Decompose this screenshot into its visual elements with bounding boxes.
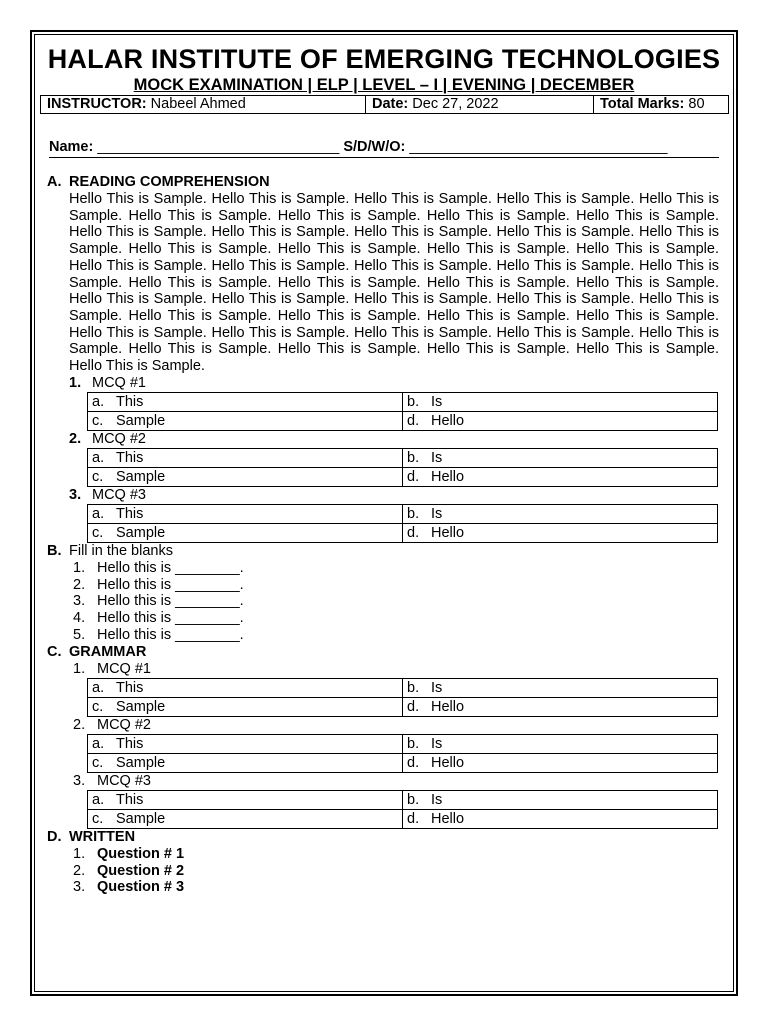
option-text: Sample bbox=[116, 412, 166, 429]
option-text: This bbox=[116, 791, 144, 808]
reading-passage: Hello This is Sample. Hello This is Sample. Hello This is Sample. Hello This is Sample. Hello This is Sample. Hello This is Sample. Hello This is Sample. Hello This is Sample. Hello This is Sample. Hello This is Sample. Hello This is Sample. Hello This is Sample. Hello This is Sample. Hello This is Sample. Hello This is Sample. Hello This is Sample. Hello This is Sample. Hello This is Sample. Hello This is Sample. Hello This is Sample. Hello This is Sample. Hello This is Sample. Hello This is Sample. Hello This is Sample. Hello This is Sample. Hello This is Sample. Hello This is Sample. Hello This is Sample. Hello This is Sample. Hello This is Sample. Hello This is Sample. Hello This is Sample. Hello This is Sample. Hello This is Sample. Hello This is Sample. Hello This is Sample. Hello This is Sample. Hello This is Sample. Hello This is Sample. Hello This is Sample. Hello This is Sample. Hello This is Sample. Hello This is Sample. Hello This is Sample. Hello This is Sample. Hello This is Sample. bbox=[69, 191, 719, 375]
list-item bbox=[73, 863, 728, 880]
name-label: Name: bbox=[49, 139, 94, 155]
option-letter: c. bbox=[92, 412, 104, 429]
option-text: This bbox=[116, 679, 144, 696]
exam-subtitle: MOCK EXAMINATION | ELP | LEVEL – I | EVENING | DECEMBER bbox=[133, 76, 635, 94]
option-letter: b. bbox=[407, 505, 420, 522]
option-text: Sample bbox=[116, 524, 166, 541]
total-marks-label: Total Marks: bbox=[600, 96, 685, 112]
option-d[interactable] bbox=[403, 523, 718, 542]
item-text: Hello this is ________. bbox=[97, 576, 244, 593]
option-letter: d. bbox=[407, 754, 420, 771]
option-c[interactable] bbox=[88, 523, 403, 542]
option-c[interactable] bbox=[88, 809, 403, 828]
date-value: Dec 27, 2022 bbox=[412, 96, 499, 112]
sdw-label: S/D/W/O: bbox=[343, 139, 406, 155]
option-c[interactable] bbox=[88, 697, 403, 716]
option-letter: d. bbox=[407, 698, 420, 715]
section-c-title: GRAMMAR bbox=[69, 643, 147, 660]
list-item[interactable] bbox=[73, 560, 728, 577]
question-text: MCQ #3 bbox=[92, 486, 146, 503]
item-number: 1. bbox=[73, 559, 86, 576]
question-text: MCQ #2 bbox=[92, 430, 146, 447]
item-number: 1. bbox=[73, 845, 86, 862]
mcq-options-table bbox=[87, 678, 718, 717]
option-text: Hello bbox=[431, 412, 465, 429]
question-number: 1. bbox=[73, 660, 86, 677]
item-text: Hello this is ________. bbox=[97, 610, 244, 627]
item-text: Hello this is ________. bbox=[97, 559, 244, 576]
item-text: Question # 1 bbox=[97, 845, 185, 862]
option-b[interactable] bbox=[403, 392, 718, 411]
option-text: Hello bbox=[431, 468, 465, 485]
question-text: MCQ #1 bbox=[97, 660, 151, 677]
option-d[interactable] bbox=[403, 697, 718, 716]
item-text: Hello this is ________. bbox=[97, 593, 244, 610]
item-text: Question # 2 bbox=[97, 862, 185, 879]
sdw-blank[interactable]: ________________________________ bbox=[409, 139, 668, 155]
option-letter: a. bbox=[92, 791, 105, 808]
option-letter: a. bbox=[92, 505, 105, 522]
mcq-options-table bbox=[87, 448, 718, 487]
date-cell bbox=[366, 96, 594, 114]
option-a[interactable] bbox=[88, 790, 403, 809]
question-number: 2. bbox=[73, 716, 86, 733]
option-text: This bbox=[116, 449, 144, 466]
list-item bbox=[73, 879, 728, 896]
item-number: 2. bbox=[73, 862, 86, 879]
option-b[interactable] bbox=[403, 790, 718, 809]
option-text: Sample bbox=[116, 810, 166, 827]
option-b[interactable] bbox=[403, 504, 718, 523]
total-marks-value: 80 bbox=[688, 96, 705, 112]
question-label bbox=[73, 773, 728, 790]
list-item[interactable] bbox=[73, 593, 728, 610]
section-c-heading bbox=[47, 644, 728, 661]
section-d-letter: D. bbox=[47, 828, 62, 845]
option-letter: c. bbox=[92, 810, 104, 827]
section-a-question-1 bbox=[40, 375, 728, 431]
fill-blanks-list bbox=[73, 560, 728, 644]
option-text: Sample bbox=[116, 698, 166, 715]
option-a[interactable] bbox=[88, 448, 403, 467]
instructor-cell bbox=[41, 96, 366, 114]
option-text: Hello bbox=[431, 524, 465, 541]
instructor-value: Nabeel Ahmed bbox=[150, 96, 246, 112]
option-text: Is bbox=[431, 735, 443, 752]
question-number: 2. bbox=[69, 430, 82, 447]
mcq-options-table bbox=[87, 734, 718, 773]
option-d[interactable] bbox=[403, 467, 718, 486]
section-a-heading bbox=[47, 174, 728, 191]
question-number: 3. bbox=[73, 772, 86, 789]
written-questions-list bbox=[73, 846, 728, 896]
option-letter: a. bbox=[92, 449, 105, 466]
section-d-heading bbox=[47, 829, 728, 846]
option-a[interactable] bbox=[88, 678, 403, 697]
name-blank[interactable]: ______________________________ bbox=[97, 139, 340, 155]
exam-info-table bbox=[40, 95, 729, 114]
institute-title: HALAR INSTITUTE OF EMERGING TECHNOLOGIES bbox=[47, 44, 721, 74]
option-letter: d. bbox=[407, 810, 420, 827]
option-b[interactable] bbox=[403, 448, 718, 467]
option-letter: b. bbox=[407, 791, 420, 808]
mcq-options-table bbox=[87, 790, 718, 829]
option-text: Is bbox=[431, 505, 443, 522]
option-letter: c. bbox=[92, 754, 104, 771]
section-b-title: Fill in the blanks bbox=[69, 542, 173, 559]
option-text: Is bbox=[431, 791, 443, 808]
option-text: Is bbox=[431, 679, 443, 696]
option-text: Is bbox=[431, 449, 443, 466]
item-text: Hello this is ________. bbox=[97, 626, 244, 643]
question-label bbox=[73, 661, 728, 678]
option-c[interactable] bbox=[88, 467, 403, 486]
option-a[interactable] bbox=[88, 504, 403, 523]
instructor-label: INSTRUCTOR: bbox=[47, 96, 147, 112]
option-text: Sample bbox=[116, 468, 166, 485]
question-text: MCQ #3 bbox=[97, 772, 151, 789]
option-text: Sample bbox=[116, 754, 166, 771]
option-text: Is bbox=[431, 393, 443, 410]
section-b-heading bbox=[47, 543, 728, 560]
option-b[interactable] bbox=[403, 678, 718, 697]
option-a[interactable] bbox=[88, 392, 403, 411]
section-c-letter: C. bbox=[47, 643, 62, 660]
option-text: This bbox=[116, 393, 144, 410]
option-b[interactable] bbox=[403, 734, 718, 753]
question-number: 3. bbox=[69, 486, 82, 503]
question-label bbox=[69, 375, 728, 392]
option-d[interactable] bbox=[403, 753, 718, 772]
question-label bbox=[69, 431, 728, 448]
section-c-question-3 bbox=[40, 773, 728, 829]
exam-document bbox=[40, 40, 728, 896]
option-letter: c. bbox=[92, 698, 104, 715]
option-text: This bbox=[116, 505, 144, 522]
option-letter: d. bbox=[407, 468, 420, 485]
question-label bbox=[69, 487, 728, 504]
option-letter: a. bbox=[92, 393, 105, 410]
item-text: Question # 3 bbox=[97, 879, 185, 896]
item-number: 5. bbox=[73, 626, 86, 643]
option-letter: b. bbox=[407, 449, 420, 466]
date-label: Date: bbox=[372, 96, 409, 112]
section-c-question-1 bbox=[40, 661, 728, 717]
option-letter: b. bbox=[407, 679, 420, 696]
total-marks-cell bbox=[594, 96, 729, 114]
item-number: 3. bbox=[73, 593, 86, 610]
option-letter: d. bbox=[407, 524, 420, 541]
option-letter: d. bbox=[407, 412, 420, 429]
section-c-question-2 bbox=[40, 717, 728, 773]
section-a-question-3 bbox=[40, 487, 728, 543]
option-c[interactable] bbox=[88, 753, 403, 772]
option-letter: b. bbox=[407, 393, 420, 410]
question-label bbox=[73, 717, 728, 734]
option-letter: a. bbox=[92, 735, 105, 752]
option-a[interactable] bbox=[88, 734, 403, 753]
section-a-title: READING COMPREHENSION bbox=[69, 174, 270, 190]
list-item[interactable] bbox=[73, 627, 728, 644]
list-item[interactable] bbox=[73, 577, 728, 594]
option-letter: a. bbox=[92, 679, 105, 696]
section-d-title: WRITTEN bbox=[69, 828, 136, 845]
mcq-options-table bbox=[87, 392, 718, 431]
question-text: MCQ #2 bbox=[97, 716, 151, 733]
list-item[interactable] bbox=[73, 610, 728, 627]
option-d[interactable] bbox=[403, 809, 718, 828]
item-number: 2. bbox=[73, 576, 86, 593]
section-b-letter: B. bbox=[47, 542, 62, 559]
section-a-question-2 bbox=[40, 431, 728, 487]
option-d[interactable] bbox=[403, 411, 718, 430]
list-item bbox=[73, 846, 728, 863]
question-text: MCQ #1 bbox=[92, 374, 146, 391]
option-c[interactable] bbox=[88, 411, 403, 430]
option-letter: c. bbox=[92, 468, 104, 485]
option-text: This bbox=[116, 735, 144, 752]
option-letter: b. bbox=[407, 735, 420, 752]
option-letter: c. bbox=[92, 524, 104, 541]
option-text: Hello bbox=[431, 754, 465, 771]
student-details-row bbox=[49, 138, 719, 158]
section-a-letter: A. bbox=[47, 174, 62, 190]
item-number: 4. bbox=[73, 610, 86, 627]
question-number: 1. bbox=[69, 374, 82, 391]
option-text: Hello bbox=[431, 698, 465, 715]
option-text: Hello bbox=[431, 810, 465, 827]
item-number: 3. bbox=[73, 879, 86, 896]
mcq-options-table bbox=[87, 504, 718, 543]
